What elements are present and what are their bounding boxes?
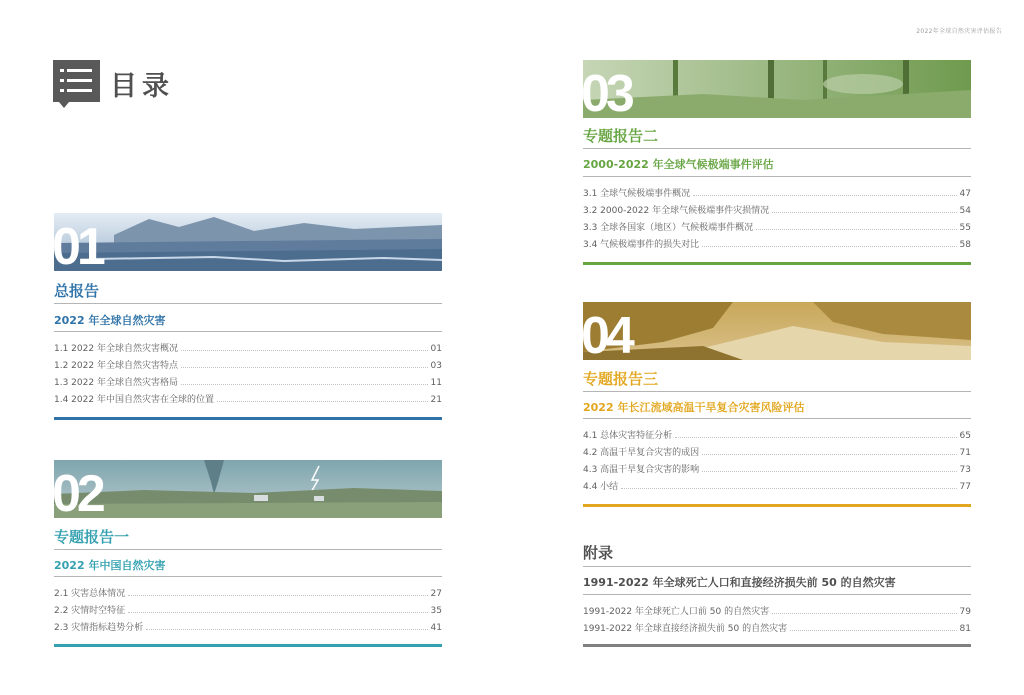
dot-leader bbox=[146, 629, 427, 630]
entry-page: 77 bbox=[959, 482, 971, 492]
section-02 bbox=[54, 460, 442, 650]
toc-entry[interactable] bbox=[583, 479, 971, 496]
dot-leader bbox=[772, 212, 956, 213]
list-icon bbox=[53, 60, 100, 102]
entry-label: 3.2 2000-2022 年全球气候极端事件灾损情况 bbox=[583, 206, 770, 216]
divider bbox=[583, 418, 971, 419]
entry-page: 79 bbox=[959, 607, 971, 617]
divider bbox=[583, 176, 971, 177]
entry-page: 73 bbox=[959, 465, 971, 475]
entry-label: 4.2 高温干旱复合灾害的成因 bbox=[583, 448, 700, 458]
section-subtitle: 2022 年中国自然灾害 bbox=[54, 559, 166, 572]
entry-label: 4.1 总体灾害特征分析 bbox=[583, 431, 673, 441]
section-underline bbox=[54, 417, 442, 420]
toc-entry-list bbox=[583, 604, 971, 638]
entry-page: 54 bbox=[959, 206, 971, 216]
section-underline bbox=[54, 644, 442, 647]
entry-label: 1991-2022 年全球直接经济损失前 50 的自然灾害 bbox=[583, 624, 788, 634]
dot-leader bbox=[181, 350, 428, 351]
banner-image-river-gorge bbox=[583, 302, 971, 360]
appendix-subtitle: 1991-2022 年全球死亡人口和直接经济损失前 50 的自然灾害 bbox=[583, 576, 896, 589]
section-number: 02 bbox=[52, 465, 102, 523]
toc-entry[interactable] bbox=[54, 358, 442, 375]
dot-leader bbox=[702, 471, 956, 472]
entry-page: 81 bbox=[959, 624, 971, 634]
section-underline bbox=[583, 262, 971, 265]
entry-label: 1.4 2022 年中国自然灾害在全球的位置 bbox=[54, 395, 214, 405]
dot-leader bbox=[702, 454, 956, 455]
toc-entry-list bbox=[583, 428, 971, 496]
section-subtitle: 2000-2022 年全球气候极端事件评估 bbox=[583, 158, 774, 171]
entry-label: 3.1 全球气候极端事件概况 bbox=[583, 189, 691, 199]
section-03 bbox=[583, 60, 971, 270]
section-underline bbox=[583, 644, 971, 647]
toc-entry[interactable] bbox=[54, 392, 442, 409]
banner-image-tornado bbox=[54, 460, 442, 518]
section-underline bbox=[583, 504, 971, 507]
toc-entry[interactable] bbox=[54, 586, 442, 603]
entry-page: 21 bbox=[430, 395, 442, 405]
entry-label: 4.3 高温干旱复合灾害的影响 bbox=[583, 465, 700, 475]
toc-entry[interactable] bbox=[54, 603, 442, 620]
entry-label: 3.3 全球各国家（地区）气候极端事件概况 bbox=[583, 223, 754, 233]
dot-leader bbox=[772, 613, 956, 614]
toc-entry[interactable] bbox=[54, 341, 442, 358]
dot-leader bbox=[621, 488, 956, 489]
appendix-section bbox=[583, 542, 971, 652]
dot-leader bbox=[702, 246, 956, 247]
entry-label: 2.1 灾害总体情况 bbox=[54, 589, 126, 599]
entry-page: 01 bbox=[430, 344, 442, 354]
toc-entry-list bbox=[54, 586, 442, 637]
toc-entry[interactable] bbox=[583, 445, 971, 462]
entry-page: 65 bbox=[959, 431, 971, 441]
toc-entry[interactable] bbox=[583, 220, 971, 237]
section-title: 总报告 bbox=[54, 282, 100, 300]
appendix-title: 附录 bbox=[583, 544, 614, 562]
entry-page: 41 bbox=[430, 623, 442, 633]
divider bbox=[583, 391, 971, 392]
divider bbox=[583, 148, 971, 149]
dot-leader bbox=[693, 195, 956, 196]
section-number: 03 bbox=[581, 65, 631, 123]
entry-page: 11 bbox=[430, 378, 442, 388]
toc-entry[interactable] bbox=[583, 462, 971, 479]
dot-leader bbox=[128, 612, 427, 613]
entry-page: 47 bbox=[959, 189, 971, 199]
entry-label: 3.4 气候极端事件的损失对比 bbox=[583, 240, 700, 250]
section-subtitle: 2022 年长江流域高温干旱复合灾害风险评估 bbox=[583, 401, 805, 414]
entry-label: 2.3 灾情指标趋势分析 bbox=[54, 623, 144, 633]
entry-label: 1.1 2022 年全球自然灾害概况 bbox=[54, 344, 178, 354]
section-title: 专题报告二 bbox=[583, 127, 659, 145]
divider bbox=[583, 594, 971, 595]
toc-entry[interactable] bbox=[583, 604, 971, 621]
toc-entry-list bbox=[583, 186, 971, 254]
section-number: 01 bbox=[52, 218, 102, 276]
running-header: 2022年全球自然灾害评估报告 bbox=[916, 28, 1002, 35]
toc-entry[interactable] bbox=[583, 203, 971, 220]
toc-entry-list bbox=[54, 341, 442, 409]
toc-entry[interactable] bbox=[583, 428, 971, 445]
section-title: 专题报告一 bbox=[54, 528, 130, 546]
dot-leader bbox=[181, 367, 428, 368]
divider bbox=[54, 549, 442, 550]
section-number: 04 bbox=[581, 307, 631, 365]
section-title: 专题报告三 bbox=[583, 370, 659, 388]
dot-leader bbox=[128, 595, 427, 596]
divider bbox=[583, 566, 971, 567]
section-04 bbox=[583, 302, 971, 510]
toc-entry[interactable] bbox=[54, 375, 442, 392]
section-subtitle: 2022 年全球自然灾害 bbox=[54, 314, 166, 327]
divider bbox=[54, 576, 442, 577]
banner-image-mountain-lake bbox=[54, 213, 442, 271]
entry-label: 1.3 2022 年全球自然灾害格局 bbox=[54, 378, 178, 388]
toc-entry[interactable] bbox=[583, 237, 971, 254]
dot-leader bbox=[217, 401, 428, 402]
entry-label: 1.2 2022 年全球自然灾害特点 bbox=[54, 361, 178, 371]
entry-page: 35 bbox=[430, 606, 442, 616]
toc-entry[interactable] bbox=[54, 620, 442, 637]
toc-title: 目录 bbox=[110, 71, 174, 102]
divider bbox=[54, 331, 442, 332]
entry-label: 4.4 小结 bbox=[583, 482, 619, 492]
toc-entry[interactable] bbox=[583, 621, 971, 638]
dot-leader bbox=[181, 384, 428, 385]
dot-leader bbox=[675, 437, 956, 438]
entry-page: 58 bbox=[959, 240, 971, 250]
entry-page: 71 bbox=[959, 448, 971, 458]
banner-image-forest-fire bbox=[583, 60, 971, 118]
entry-page: 03 bbox=[430, 361, 442, 371]
entry-label: 1991-2022 年全球死亡人口前 50 的自然灾害 bbox=[583, 607, 770, 617]
entry-page: 27 bbox=[430, 589, 442, 599]
dot-leader bbox=[790, 630, 956, 631]
section-01 bbox=[54, 213, 442, 421]
dot-leader bbox=[756, 229, 956, 230]
entry-label: 2.2 灾情时空特征 bbox=[54, 606, 126, 616]
divider bbox=[54, 303, 442, 304]
toc-entry[interactable] bbox=[583, 186, 971, 203]
entry-page: 55 bbox=[959, 223, 971, 233]
